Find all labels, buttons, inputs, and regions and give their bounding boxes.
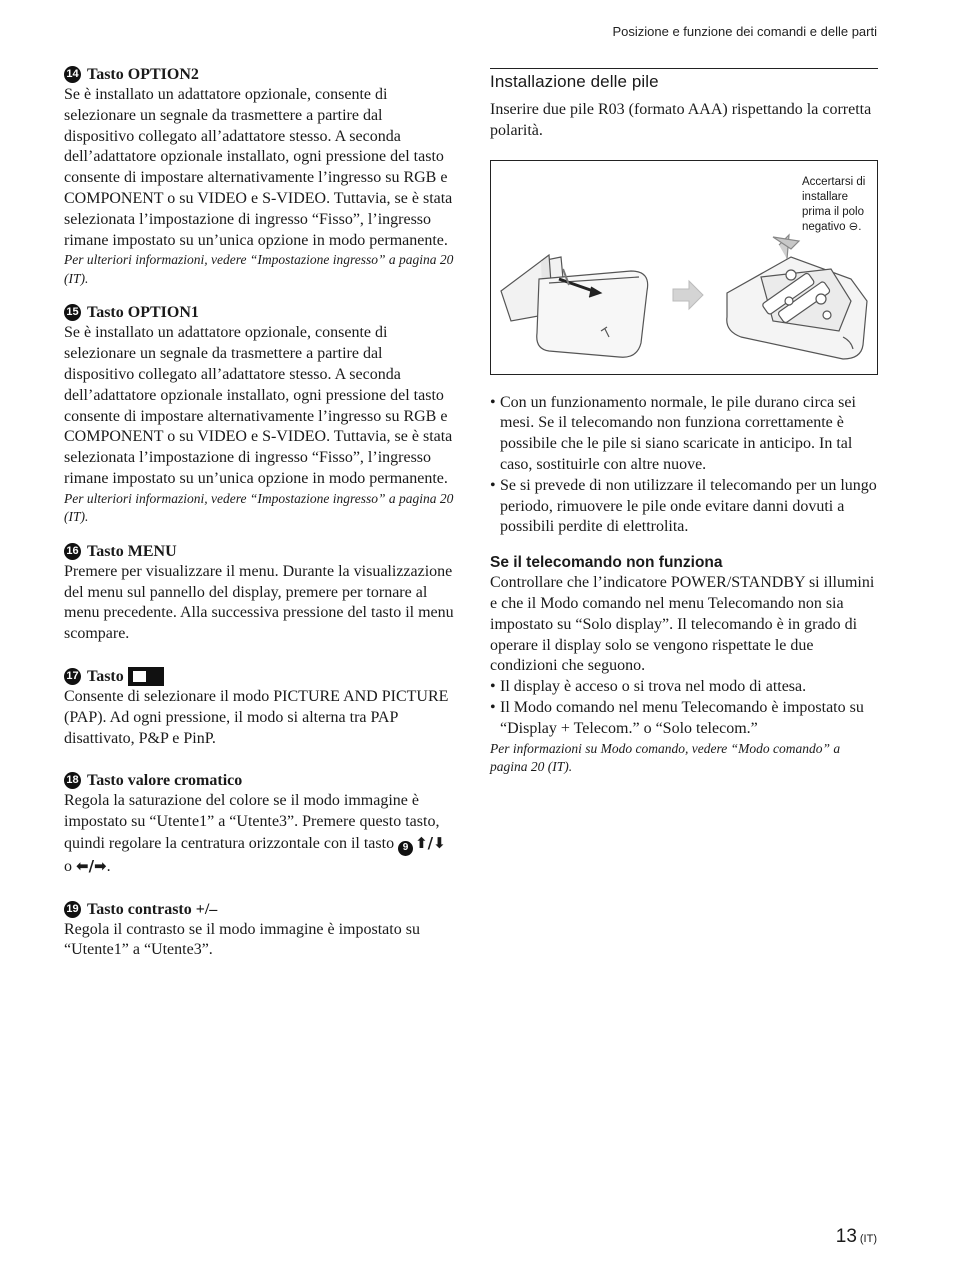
item-note: Per ulteriori informazioni, vedere “Impostazione ingresso” a pagina 20 (IT). xyxy=(64,252,454,286)
list-item: • Il display è acceso o si trova nel modo di attesa. xyxy=(490,677,878,698)
battery-notes-list xyxy=(490,393,878,539)
page-number-value: 13 xyxy=(835,1226,857,1247)
page-number xyxy=(836,1226,877,1248)
right-column xyxy=(490,68,878,777)
item-body: Regola il contrasto se il modo immagine è impostato su “Utente1” a “Utente3”. xyxy=(64,920,420,959)
running-header: Posizione e funzione dei comandi e delle parti xyxy=(612,24,877,39)
item-title xyxy=(64,666,456,687)
item-title-text: Tasto OPTION1 xyxy=(87,304,199,322)
item-number-badge: 19 xyxy=(64,901,81,918)
list-item: • Con un funzionamento normale, le pile durano circa sei mesi. Se il telecomando non funziona correttamente è possibile che le pile si siano scaricate in anticipo. In tal caso, sostituirle con altre nuove. xyxy=(490,393,878,476)
item-title-text: Tasto MENU xyxy=(87,542,177,560)
page-language-suffix: (IT) xyxy=(859,1233,877,1245)
conditions-list xyxy=(490,677,878,739)
item-body-text: Regola la saturazione del colore se il modo immagine è impostato su “Utente1” a “Utente3”. Premere questo tasto, quindi regolare la centratura orizzontale con il tasto xyxy=(64,792,440,852)
item-option1 xyxy=(64,302,456,526)
item-title xyxy=(64,899,456,920)
item-number-badge: 17 xyxy=(64,668,81,685)
section-title: Installazione delle pile xyxy=(490,72,659,91)
list-item: • Se si prevede di non utilizzare il telecomando per un lungo periodo, rimuovere le pile onde evitare danni dovuti a possibili perdite di elettrolita. xyxy=(490,476,878,538)
item-pap xyxy=(64,666,456,749)
item-note: Per ulteriori informazioni, vedere “Impostazione ingresso” a pagina 20 (IT). xyxy=(64,490,454,525)
section-divider xyxy=(490,68,878,69)
remote-left-illustration xyxy=(501,255,648,357)
figure-caption: Accertarsi di installare prima il polo negativo ⊖. xyxy=(802,175,866,233)
item-body xyxy=(64,791,456,877)
item-body: Premere per visualizzare il menu. Durante la visualizzazione del menu sul pannello del display, premere per tornare al menu precedente. Alla successiva pressione del tasto il menu scompare. xyxy=(64,562,454,643)
item-title-text: Tasto xyxy=(87,667,124,685)
subsection-body: Controllare che l’indicatore POWER/STANDBY si illumini e che il Modo comando nel menu Telecomando non sia impostato su “Solo display”. Il telecomando è in grado di operare il display solo se vengono rispettate le due condizioni che seguono. xyxy=(490,574,875,675)
subsection-note: Per informazioni su Modo comando, vedere “Modo comando” a pagina 20 (IT). xyxy=(490,740,841,775)
item-title-text: Tasto contrasto +/– xyxy=(87,900,218,918)
item-body: Se è installato un adattatore opzionale, consente di selezionare un segnale da trasmettere a partire dal dispositivo collegato all’adattatore stesso. A seconda dell’adattatore opzionale installato, ogni pressione del tasto consente di impostare alternativamente l’ingresso su RGB e COMPONENT o su VIDEO e S-VIDEO. Tuttavia, se è stata selezionata l’impostazione di ingresso “Fisso”, l’ingresso rimane impostato su un’unica opzione in modo permanente. xyxy=(64,86,453,249)
item-title xyxy=(64,770,456,791)
item-number-badge: 14 xyxy=(64,66,81,83)
item-title xyxy=(64,302,456,323)
item-chroma xyxy=(64,770,456,877)
item-title-text: Tasto OPTION2 xyxy=(87,66,199,83)
remote-right-illustration xyxy=(727,235,867,359)
reference-number-badge: 9 xyxy=(398,841,413,856)
item-menu xyxy=(64,541,456,645)
item-number-badge: 15 xyxy=(64,304,81,321)
item-title-text: Tasto valore cromatico xyxy=(87,772,243,790)
item-number-badge: 18 xyxy=(64,772,81,789)
item-option2 xyxy=(64,64,456,288)
item-title xyxy=(64,541,456,562)
battery-installation-figure xyxy=(490,160,878,375)
list-item: • Il Modo comando nel menu Telecomando è impostato su “Display + Telecom.” o “Solo telecom.” xyxy=(490,698,878,740)
or-text: o xyxy=(64,857,72,875)
item-contrast xyxy=(64,899,456,962)
item-body: Se è installato un adattatore opzionale, consente di selezionare un segnale da trasmettere a partire dal dispositivo collegato all’adattatore stesso. A seconda dell’adattatore opzionale installato, ogni pressione del tasto consente di impostare alternativamente l’ingresso su RGB e COMPONENT o su VIDEO e S-VIDEO. Tuttavia, se è stata selezionata l’impostazione di ingresso “Fisso”, l’ingresso rimane impostato su un’unica opzione in modo permanente. xyxy=(64,324,453,487)
left-right-arrows-icon: ⬅/➡ xyxy=(76,856,107,875)
item-title xyxy=(64,64,456,85)
item-body: Consente di selezionare il modo PICTURE AND PICTURE (PAP). Ad ogni pressione, il modo si alterna tra PAP disattivato, P&P e PinP. xyxy=(64,687,449,747)
step-arrow-icon xyxy=(673,281,703,309)
section-intro: Inserire due pile R03 (formato AAA) rispettando la corretta polarità. xyxy=(490,101,872,139)
item-number-badge: 16 xyxy=(64,543,81,560)
subsection-title: Se il telecomando non funziona xyxy=(490,554,723,572)
left-column xyxy=(64,64,456,975)
pap-key-icon xyxy=(128,667,164,686)
sentence-end: . xyxy=(106,857,111,875)
up-down-arrows-icon: ⬆/⬇ xyxy=(415,833,446,852)
